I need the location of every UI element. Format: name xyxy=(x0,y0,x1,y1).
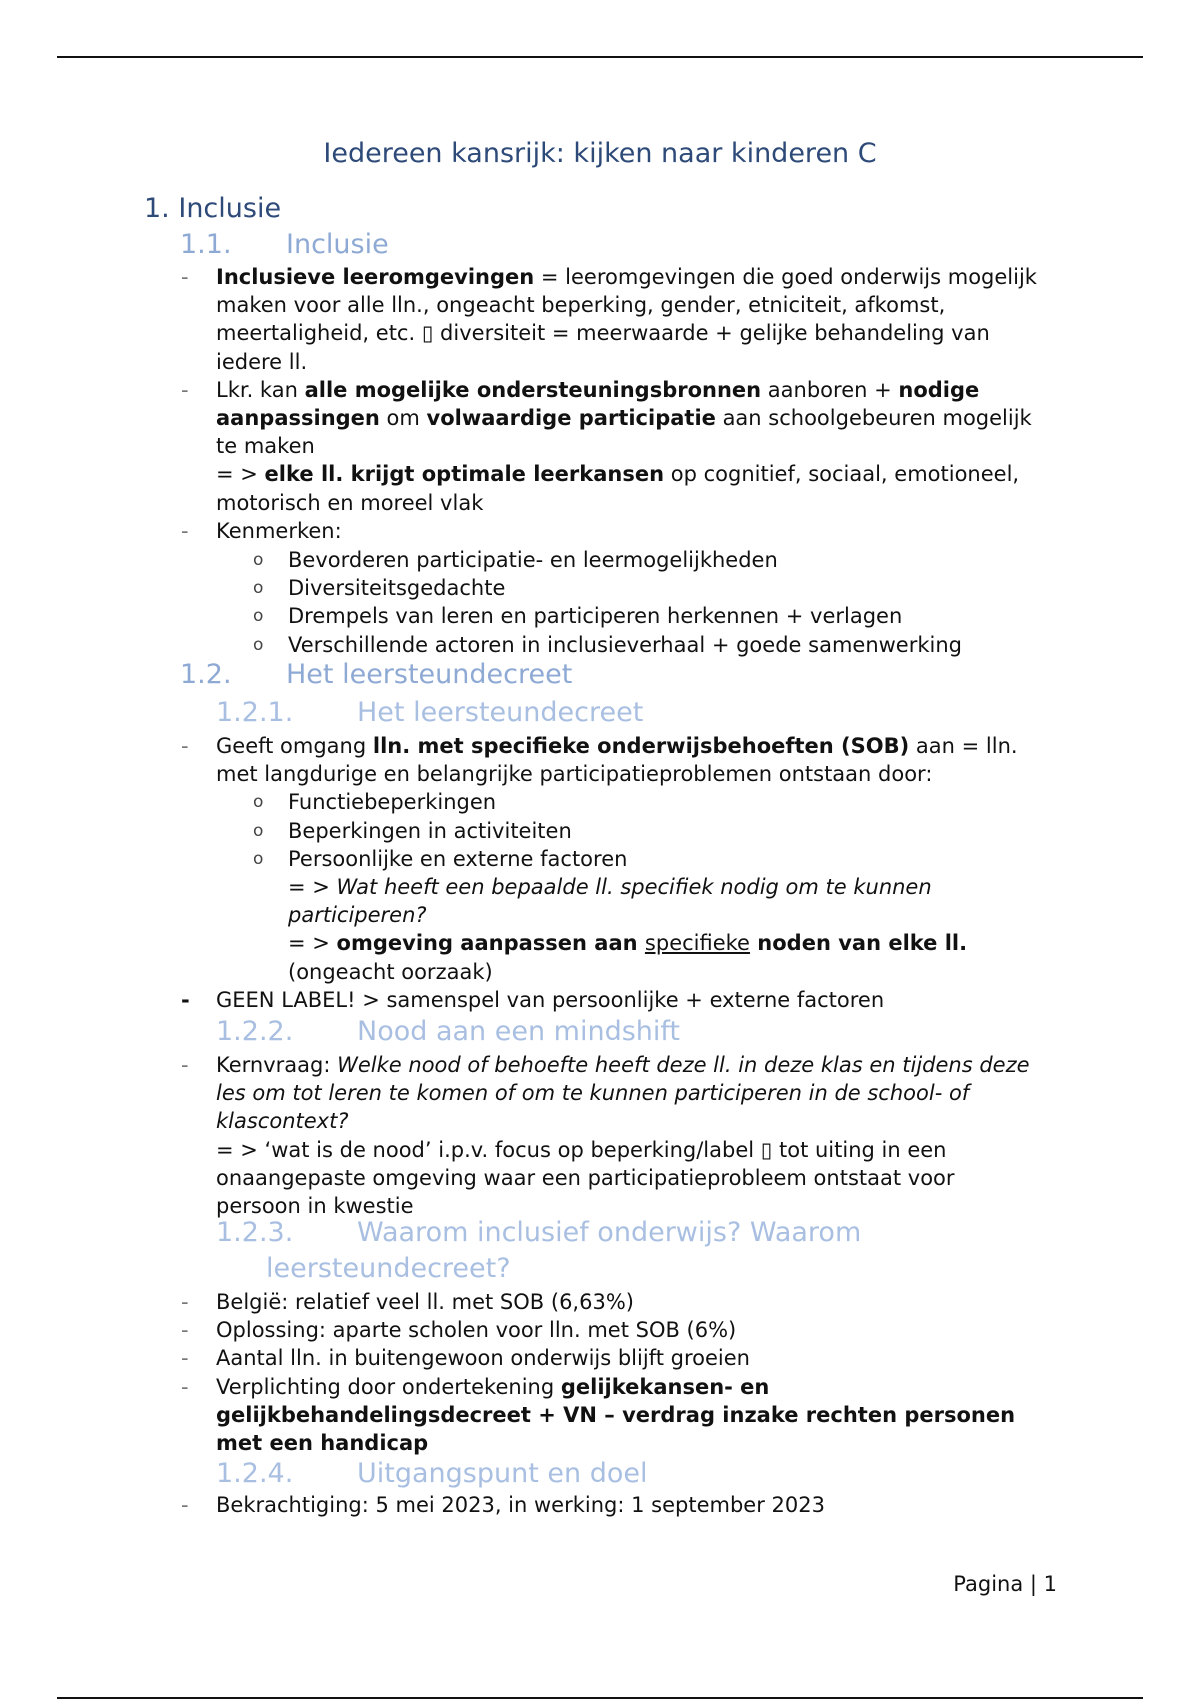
list-item xyxy=(0,1288,1046,1316)
list-item xyxy=(0,1344,1046,1372)
heading-number: 1.2.4. xyxy=(216,1458,294,1489)
heading-text: Het leersteundecreet xyxy=(357,697,644,728)
item-text: Aantal lln. in buitengewoon onderwijs blijft groeien xyxy=(216,1346,750,1371)
heading-1-2 xyxy=(180,659,572,690)
item-text: = > ‘wat is de nood’ i.p.v. focus op beperking/label ▯ tot uiting in een onaangepaste omgeving waar een participatieprobleem ontstaat voor persoon in kwestie xyxy=(216,1137,955,1219)
section-1-2-3-content xyxy=(0,1288,1200,1457)
section-1-1-content xyxy=(0,263,1200,659)
circle-bullet-icon: o xyxy=(253,792,264,813)
item-text: België: relatief veel ll. met SOB (6,63%) xyxy=(216,1290,634,1314)
sub-list-item xyxy=(0,574,1048,602)
circle-bullet-icon: o xyxy=(253,820,264,841)
dash-bullet-icon: - xyxy=(181,518,189,543)
footer-rule xyxy=(57,1697,1143,1699)
heading-number: 1.2.3. xyxy=(216,1217,294,1248)
dash-bullet-icon: - xyxy=(181,1493,189,1517)
sub-list-item xyxy=(0,817,1048,845)
list-item xyxy=(0,1373,1046,1458)
circle-bullet-icon: o xyxy=(253,550,264,571)
item-text: Drempels van leren en participeren herkennen + verlagen xyxy=(288,604,903,629)
list-item xyxy=(0,517,1046,545)
dash-bullet-icon: - xyxy=(181,1318,189,1343)
item-text: (ongeacht oorzaak) xyxy=(288,959,493,984)
item-text: GEEN LABEL! > samenspel van persoonlijke + externe factoren xyxy=(216,987,885,1012)
heading-text: Inclusie xyxy=(178,193,282,224)
heading-number: 1.2.2. xyxy=(216,1016,294,1047)
page-number: Pagina | 1 xyxy=(953,1572,1057,1596)
header-rule xyxy=(57,56,1143,58)
item-text: Bekrachtiging: 5 mei 2023, in werking: 1 september 2023 xyxy=(216,1493,825,1517)
item-text: Persoonlijke en externe factoren xyxy=(288,846,628,871)
list-item xyxy=(0,376,1046,517)
list-item xyxy=(0,1316,1046,1344)
sub-list-item xyxy=(0,602,1048,630)
item-text: Verplichting door ondertekening xyxy=(216,1374,561,1399)
heading-1 xyxy=(144,193,281,224)
sub-list-item xyxy=(0,845,1048,873)
circle-bullet-icon: o xyxy=(253,606,264,627)
heading-1-2-4 xyxy=(216,1456,647,1492)
item-italic: Wat heeft een bepaalde ll. specifiek nodig om te kunnen participeren? xyxy=(288,875,932,928)
heading-text-continued: leersteundecreet? xyxy=(266,1253,511,1284)
item-text: = leeromgevingen die goed onderwijs mogelijk maken voor alle lln., ongeacht beperking, gender, etniciteit, afkomst, meertaligheid, etc. ▯ diversiteit = meerwaarde + gelijke behandeling van iedere ll. xyxy=(216,265,1037,374)
item-text: Beperkingen in activiteiten xyxy=(288,818,572,843)
item-text: om xyxy=(379,406,427,431)
item-text: Verschillende actoren in inclusieverhaal + goede samenwerking xyxy=(288,632,962,657)
item-bold: gelijkekansen- en gelijkbehandelingsdecreet + VN – verdrag inzake rechten personen met een handicap xyxy=(216,1374,1016,1456)
heading-number: 1.2.1. xyxy=(216,697,294,728)
heading-number: 1.1. xyxy=(180,229,232,260)
heading-number: 1.2. xyxy=(180,659,232,690)
heading-text: Uitgangspunt en doel xyxy=(357,1458,648,1489)
dash-bullet-icon: - xyxy=(181,987,190,1012)
heading-1-2-1 xyxy=(216,695,643,731)
item-bold: nodige aanpassingen xyxy=(216,377,980,431)
sub-continuation xyxy=(0,929,1048,985)
list-item xyxy=(0,986,1046,1014)
item-text: aan schoolgebeuren mogelijk te maken xyxy=(216,406,1032,459)
sub-continuation xyxy=(0,873,1048,929)
item-text: aanboren + xyxy=(761,377,899,402)
item-bold: elke ll. krijgt optimale leerkansen xyxy=(264,462,665,487)
circle-bullet-icon: o xyxy=(253,578,264,599)
item-bold: volwaardige participatie xyxy=(426,406,716,431)
item-text: Lkr. kan xyxy=(216,377,305,402)
dash-bullet-icon: - xyxy=(181,1374,189,1399)
item-text: Functiebeperkingen xyxy=(288,790,497,815)
sub-list-item xyxy=(0,631,1048,659)
item-bold: omgeving aanpassen aan xyxy=(336,931,645,956)
list-item xyxy=(0,263,1046,376)
heading-text: Het leersteundecreet xyxy=(286,659,573,690)
document-title: Iedereen kansrijk: kijken naar kinderen C xyxy=(323,138,877,169)
heading-text: Inclusie xyxy=(286,229,389,260)
item-text: Kenmerken: xyxy=(216,518,342,543)
dash-bullet-icon: - xyxy=(181,377,189,402)
section-1-2-4-content xyxy=(0,1491,1200,1519)
heading-text: Waarom inclusief onderwijs? Waarom xyxy=(357,1217,862,1248)
section-1-2-1-content xyxy=(0,732,1200,1014)
item-text: aan = lln. met langdurige en belangrijke participatieproblemen ontstaan door: xyxy=(216,734,1018,787)
item-text: = > xyxy=(216,462,265,487)
item-text: = > xyxy=(288,931,337,956)
item-text: op cognitief, sociaal, emotioneel, motorisch en moreel vlak xyxy=(216,462,1020,515)
heading-text: Nood aan een mindshift xyxy=(357,1016,681,1047)
item-bold: alle mogelijke ondersteuningsbronnen xyxy=(304,377,762,402)
item-text: Geeft omgang xyxy=(216,734,373,758)
item-text: = > xyxy=(288,875,337,900)
term-bold: Inclusieve leeromgevingen xyxy=(216,265,535,289)
heading-1-1 xyxy=(180,229,389,260)
sub-list-item xyxy=(0,546,1048,574)
dash-bullet-icon: - xyxy=(181,1053,189,1077)
heading-1-2-3 xyxy=(216,1215,861,1287)
dash-bullet-icon: - xyxy=(181,734,189,758)
item-text: Kernvraag: xyxy=(216,1053,338,1077)
list-item xyxy=(0,1491,1046,1519)
item-italic: Welke nood of behoefte heeft deze ll. in deze klas en tijdens deze les om tot leren te komen of om te kunnen participeren in de school- of klascontext? xyxy=(216,1053,1030,1134)
item-text: Diversiteitsgedachte xyxy=(288,576,506,601)
section-1-2-2-content xyxy=(0,1051,1200,1220)
dash-bullet-icon: - xyxy=(181,265,189,289)
list-item xyxy=(0,1051,1046,1220)
item-text: Bevorderen participatie- en leermogelijkheden xyxy=(288,548,778,573)
item-underline: specifieke xyxy=(644,931,750,956)
sub-list-item xyxy=(0,788,1048,816)
item-bold: noden van elke ll. xyxy=(749,931,968,956)
dash-bullet-icon: - xyxy=(181,1346,189,1371)
heading-1-2-2 xyxy=(216,1014,680,1050)
circle-bullet-icon: o xyxy=(253,634,264,655)
item-text: Oplossing: aparte scholen voor lln. met SOB (6%) xyxy=(216,1318,737,1343)
dash-bullet-icon: - xyxy=(181,1290,189,1314)
list-item xyxy=(0,732,1046,788)
circle-bullet-icon: o xyxy=(253,848,264,869)
item-bold: lln. met specifieke onderwijsbehoeften (SOB) xyxy=(372,734,910,758)
heading-number: 1. xyxy=(144,193,170,224)
